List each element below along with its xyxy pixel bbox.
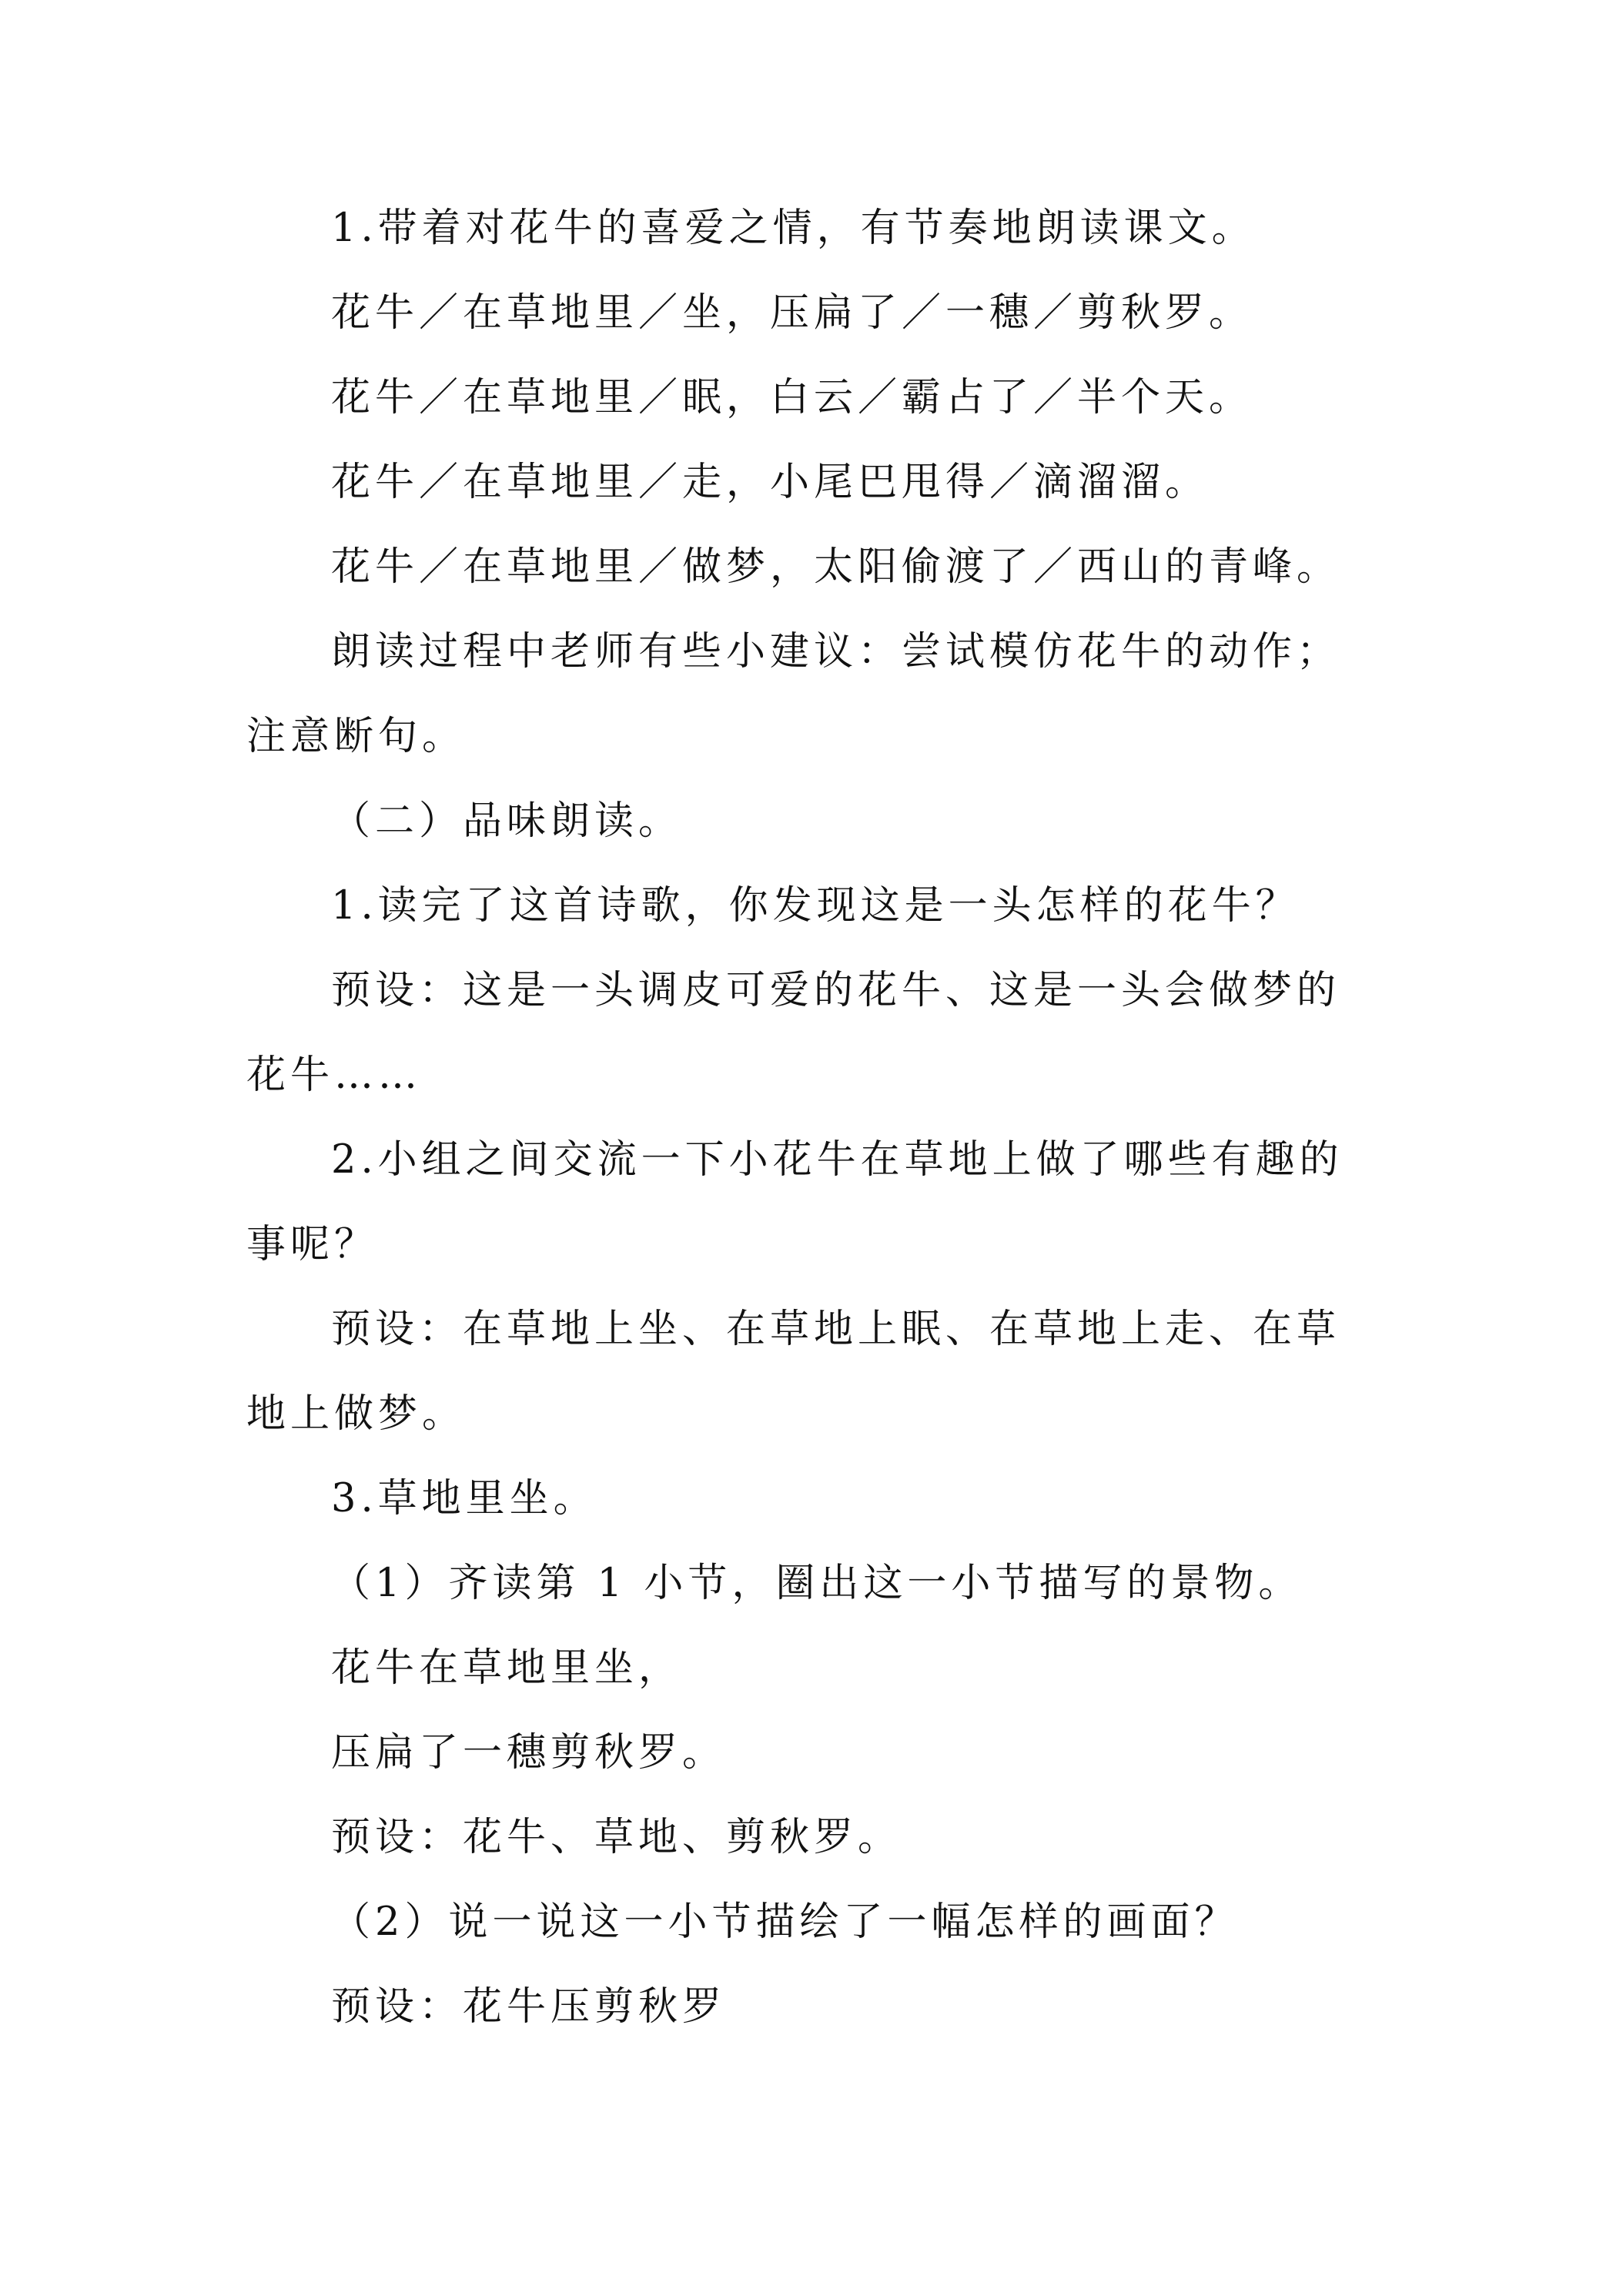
paragraph-9: 预设：这是一头调皮可爱的花牛、这是一头会做梦的花牛……: [246, 968, 1341, 1098]
paragraph-16: 预设：花牛、草地、剪秋罗。: [331, 1815, 902, 1860]
paragraph-8: 1.读完了这首诗歌，你发现这是一头怎样的花牛？: [331, 883, 1300, 929]
paragraph-17: （2）说一说这一小节描绘了一幅怎样的画面？: [331, 1899, 1239, 1945]
paragraph-11: 预设：在草地上坐、在草地上眠、在草地上走、在草地上做梦。: [246, 1307, 1341, 1437]
paragraph-10: 2.小组之间交流一下小花牛在草地上做了哪些有趣的事呢？: [246, 1137, 1344, 1267]
poem-line-1: 花牛在草地里坐，: [331, 1645, 683, 1691]
paragraph-18: 预设：花牛压剪秋罗: [331, 1984, 727, 2030]
poem-line-2: 压扁了一穗剪秋罗。: [331, 1730, 727, 1776]
paragraph-5: 花牛／在草地里／做梦，太阳偷渡了／西山的青峰。: [331, 544, 1341, 590]
paragraph-13: （1）齐读第 1 小节，圈出这一小节描写的景物。: [331, 1561, 1303, 1606]
paragraph-4: 花牛／在草地里／走，小尾巴甩得／滴溜溜。: [331, 460, 1210, 505]
section-heading: （二）品味朗读。: [331, 798, 683, 844]
paragraph-2: 花牛／在草地里／坐，压扁了／一穗／剪秋罗。: [331, 290, 1253, 336]
paragraph-1: 1.带着对花牛的喜爱之情，有节奏地朗读课文。: [331, 206, 1256, 251]
paragraph-3: 花牛／在草地里／眠，白云／霸占了／半个天。: [331, 375, 1253, 420]
paragraph-12: 3.草地里坐。: [331, 1476, 597, 1521]
document-body: [246, 186, 1380, 2050]
paragraph-6: 朗读过程中老师有些小建议：尝试模仿花牛的动作；注意断句。: [246, 629, 1341, 759]
